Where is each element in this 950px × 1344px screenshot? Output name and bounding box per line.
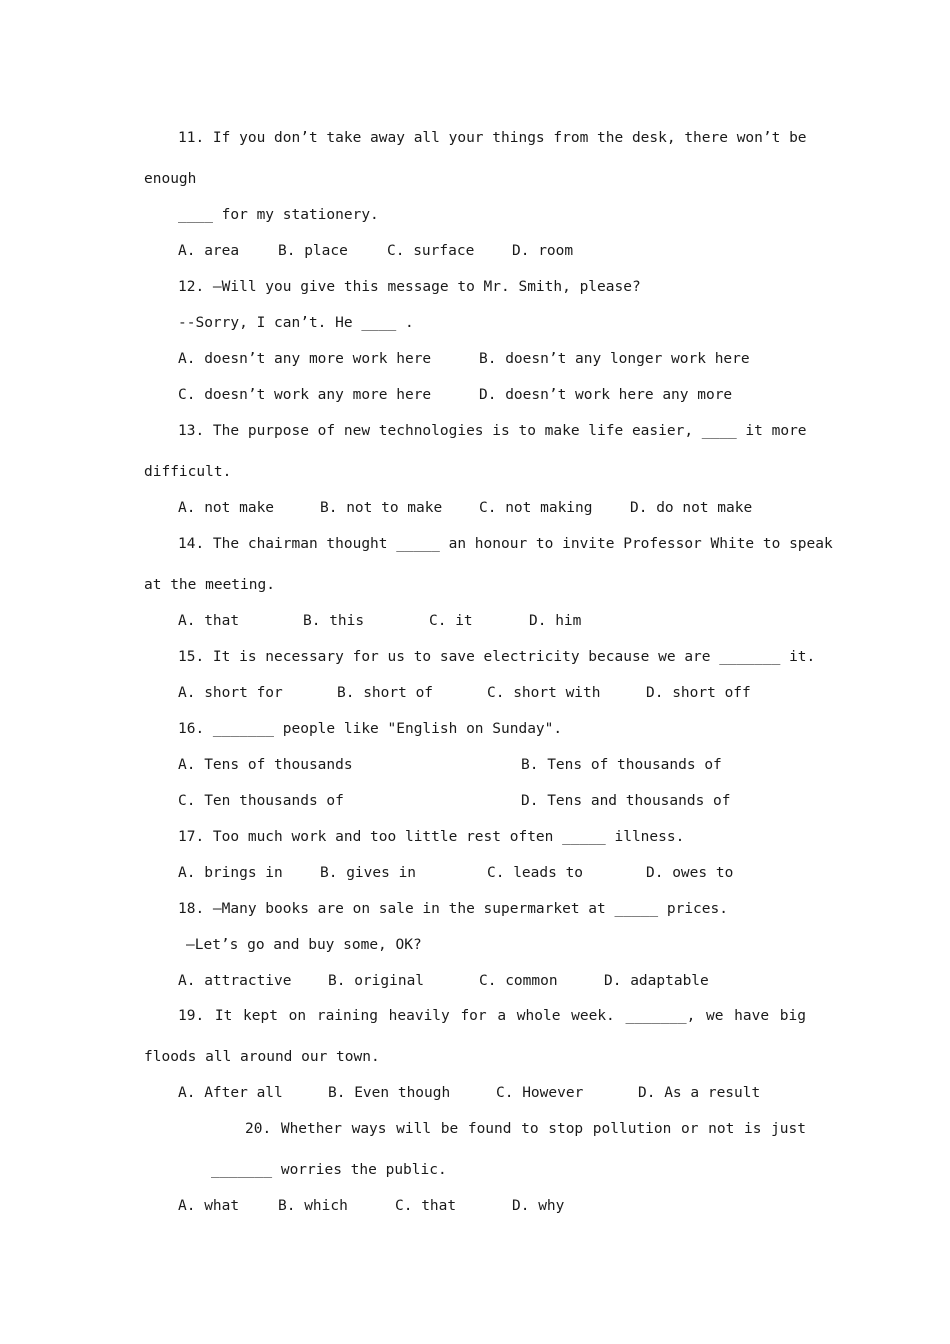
q17-stem-line1: 17. Too much work and too little rest often _____ illness. — [178, 829, 685, 845]
q14-option-b: B. this — [303, 613, 365, 629]
q18-option-b: B. original — [328, 973, 425, 989]
q16-option-c: C. Ten thousands of — [178, 793, 344, 809]
q17-option-b: B. gives in — [320, 865, 417, 881]
q15-option-a: A. short for — [178, 685, 283, 701]
q13-option-b: B. not to make — [320, 500, 443, 516]
q20-option-a: A. what — [178, 1198, 240, 1214]
q11-option-b: B. place — [278, 243, 348, 259]
q16-option-a: A. Tens of thousands — [178, 757, 353, 773]
q17-option-c: C. leads to — [487, 865, 584, 881]
q17-option-d: D. owes to — [646, 865, 734, 881]
q13-option-d: D. do not make — [630, 500, 753, 516]
q14-option-a: A. that — [178, 613, 240, 629]
q11-stem-line3: ____ for my stationery. — [178, 207, 379, 223]
q17-option-a: A. brings in — [178, 865, 283, 881]
q12-option-d: D. doesn’t work here any more — [479, 387, 733, 403]
q19-option-c: C. However — [496, 1085, 584, 1101]
q13-stem-line1: 13. The purpose of new technologies is to make life easier, ____ it more — [178, 423, 807, 439]
q12-stem-line2: --Sorry, I can’t. He ____ . — [178, 315, 414, 331]
q14-option-d: D. him — [529, 613, 582, 629]
q14-stem-line2: at the meeting. — [144, 577, 275, 593]
q11-stem-line1: 11. If you don’t take away all your things from the desk, there won’t be — [178, 130, 807, 146]
q12-option-c: C. doesn’t work any more here — [178, 387, 432, 403]
q18-option-a: A. attractive — [178, 973, 292, 989]
q20-option-b: B. which — [278, 1198, 348, 1214]
q16-option-d: D. Tens and thousands of — [521, 793, 731, 809]
q20-stem-line1: 20. Whether ways will be found to stop pollution or not is just — [245, 1121, 806, 1137]
q18-option-d: D. adaptable — [604, 973, 709, 989]
q19-stem-line2: floods all around our town. — [144, 1049, 380, 1065]
q20-stem-line2: _______ worries the public. — [211, 1162, 447, 1178]
q13-option-a: A. not make — [178, 500, 275, 516]
q20-option-c: C. that — [395, 1198, 457, 1214]
q15-option-b: B. short of — [337, 685, 434, 701]
q15-option-c: C. short with — [487, 685, 601, 701]
q13-stem-line2: difficult. — [144, 464, 232, 480]
q19-option-b: B. Even though — [328, 1085, 451, 1101]
q11-option-c: C. surface — [387, 243, 475, 259]
q18-option-c: C. common — [479, 973, 558, 989]
q12-stem-line1: 12. –Will you give this message to Mr. Smith, please? — [178, 279, 641, 295]
q18-stem-line2: —Let’s go and buy some, OK? — [186, 937, 422, 953]
q12-option-b: B. doesn’t any longer work here — [479, 351, 750, 367]
q15-option-d: D. short off — [646, 685, 751, 701]
q16-option-b: B. Tens of thousands of — [521, 757, 722, 773]
q20-option-d: D. why — [512, 1198, 565, 1214]
q16-stem-line1: 16. _______ people like "English on Sunday". — [178, 721, 563, 737]
q19-option-a: A. After all — [178, 1085, 283, 1101]
q19-stem-line1: 19. It kept on raining heavily for a whole week. _______, we have big — [178, 1008, 806, 1024]
q11-stem-line2: enough — [144, 171, 197, 187]
q12-option-a: A. doesn’t any more work here — [178, 351, 432, 367]
q18-stem-line1: 18. —Many books are on sale in the supermarket at _____ prices. — [178, 901, 728, 917]
q11-option-a: A. area — [178, 243, 240, 259]
q19-option-d: D. As a result — [638, 1085, 761, 1101]
q15-stem-line1: 15. It is necessary for us to save electricity because we are _______ it. — [178, 649, 816, 665]
q11-option-d: D. room — [512, 243, 574, 259]
q13-option-c: C. not making — [479, 500, 593, 516]
q14-option-c: C. it — [429, 613, 473, 629]
q14-stem-line1: 14. The chairman thought _____ an honour to invite Professor White to speak — [178, 536, 833, 552]
